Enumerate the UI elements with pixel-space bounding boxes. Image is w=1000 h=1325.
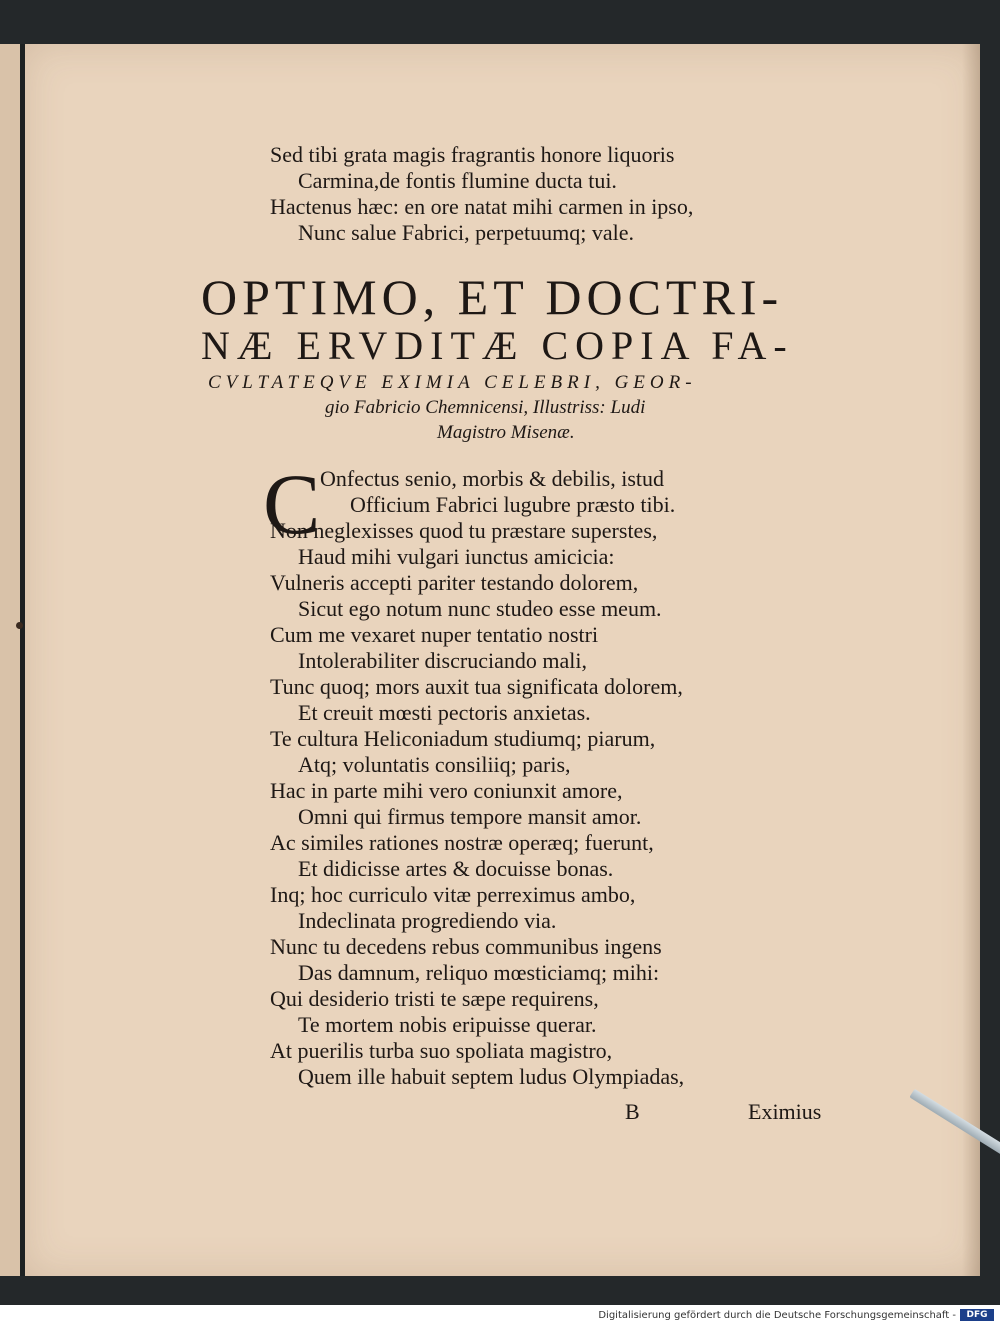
verse-line: Te cultura Heliconiadum studiumq; piarum, — [270, 726, 656, 751]
verse-line: Sicut ego notum nunc studeo esse meum. — [298, 596, 662, 621]
poem-body — [270, 518, 684, 1090]
poem-line: Officium Fabrici lugubre præsto tibi. — [350, 492, 676, 517]
verse-line: Carmina,de fontis flumine ducta tui. — [298, 168, 617, 193]
verse-line: Tunc quoq; mors auxit tua significata dolorem, — [270, 674, 683, 699]
verse-line: Nunc salue Fabrici, perpetuumq; vale. — [298, 220, 635, 245]
binding-hole — [16, 622, 23, 629]
verse-line: Hac in parte mihi vero coniunxit amore, — [270, 778, 623, 803]
heading-line-3: CVLTATEQVE EXIMIA CELEBRI, GEOR- — [208, 372, 697, 393]
verse-line: Indeclinata progrediendo via. — [298, 908, 557, 933]
poem-first-lines — [320, 466, 675, 518]
verse-line: Haud mihi vulgari iunctus amicicia: — [298, 544, 615, 569]
verse-line: Te mortem nobis eripuisse querar. — [298, 1012, 597, 1037]
verse-line: Qui desiderio tristi te sæpe requirens, — [270, 986, 599, 1011]
catchword: Eximius — [748, 1099, 822, 1124]
book-page — [25, 44, 980, 1276]
verse-line: Das damnum, reliquo mœsticiamq; mihi: — [298, 960, 660, 985]
previous-page-edge — [0, 44, 21, 1276]
verse-line: Et didicisse artes & docuisse bonas. — [298, 856, 614, 881]
funding-credit: Digitalisierung gefördert durch die Deutsche Forschungsgemeinschaft - — [598, 1310, 956, 1321]
heading-line-1: OPTIMO, ET DOCTRI- — [201, 269, 784, 325]
verse-line: Quem ille habuit septem ludus Olympiadas, — [298, 1064, 685, 1089]
verse-line: Inq; hoc curriculo vitæ perreximus ambo, — [270, 882, 636, 907]
page-shadow — [962, 44, 980, 1276]
heading-line-4: gio Fabricio Chemnicensi, Illustriss: Ludi — [325, 397, 646, 418]
verse-line: Intolerabiliter discruciando mali, — [298, 648, 587, 673]
verse-line: Non neglexisses quod tu præstare superstes, — [270, 518, 658, 543]
drop-cap: C — [263, 456, 321, 552]
verse-line: Omni qui firmus tempore mansit amor. — [298, 804, 642, 829]
verse-line: Cum me vexaret nuper tentatio nostri — [270, 622, 599, 647]
verse-line: Ac similes rationes nostræ operæq; fuerunt, — [270, 830, 654, 855]
dfg-logo: DFG — [960, 1309, 994, 1321]
heading-line-2: NÆ ERVDITÆ COPIA FA- — [201, 323, 794, 368]
verse-line: Atq; voluntatis consiliiq; paris, — [298, 752, 571, 777]
verse-line: Et creuit mœsti pectoris anxietas. — [298, 700, 591, 725]
verse-line: Hactenus hæc: en ore natat mihi carmen in ipso, — [270, 194, 694, 219]
signature-mark: B — [625, 1099, 640, 1124]
poem-line: Onfectus senio, morbis & debilis, istud — [320, 466, 665, 491]
verse-line: Nunc tu decedens rebus communibus ingens — [270, 934, 662, 959]
verse-line: Vulneris accepti pariter testando dolorem, — [270, 570, 639, 595]
verse-line: At puerilis turba suo spoliata magistro, — [270, 1038, 613, 1063]
verse-line: Sed tibi grata magis fragrantis honore liquoris — [270, 142, 675, 167]
heading-line-5: Magistro Misenæ. — [437, 422, 575, 443]
opening-verse — [270, 142, 693, 246]
